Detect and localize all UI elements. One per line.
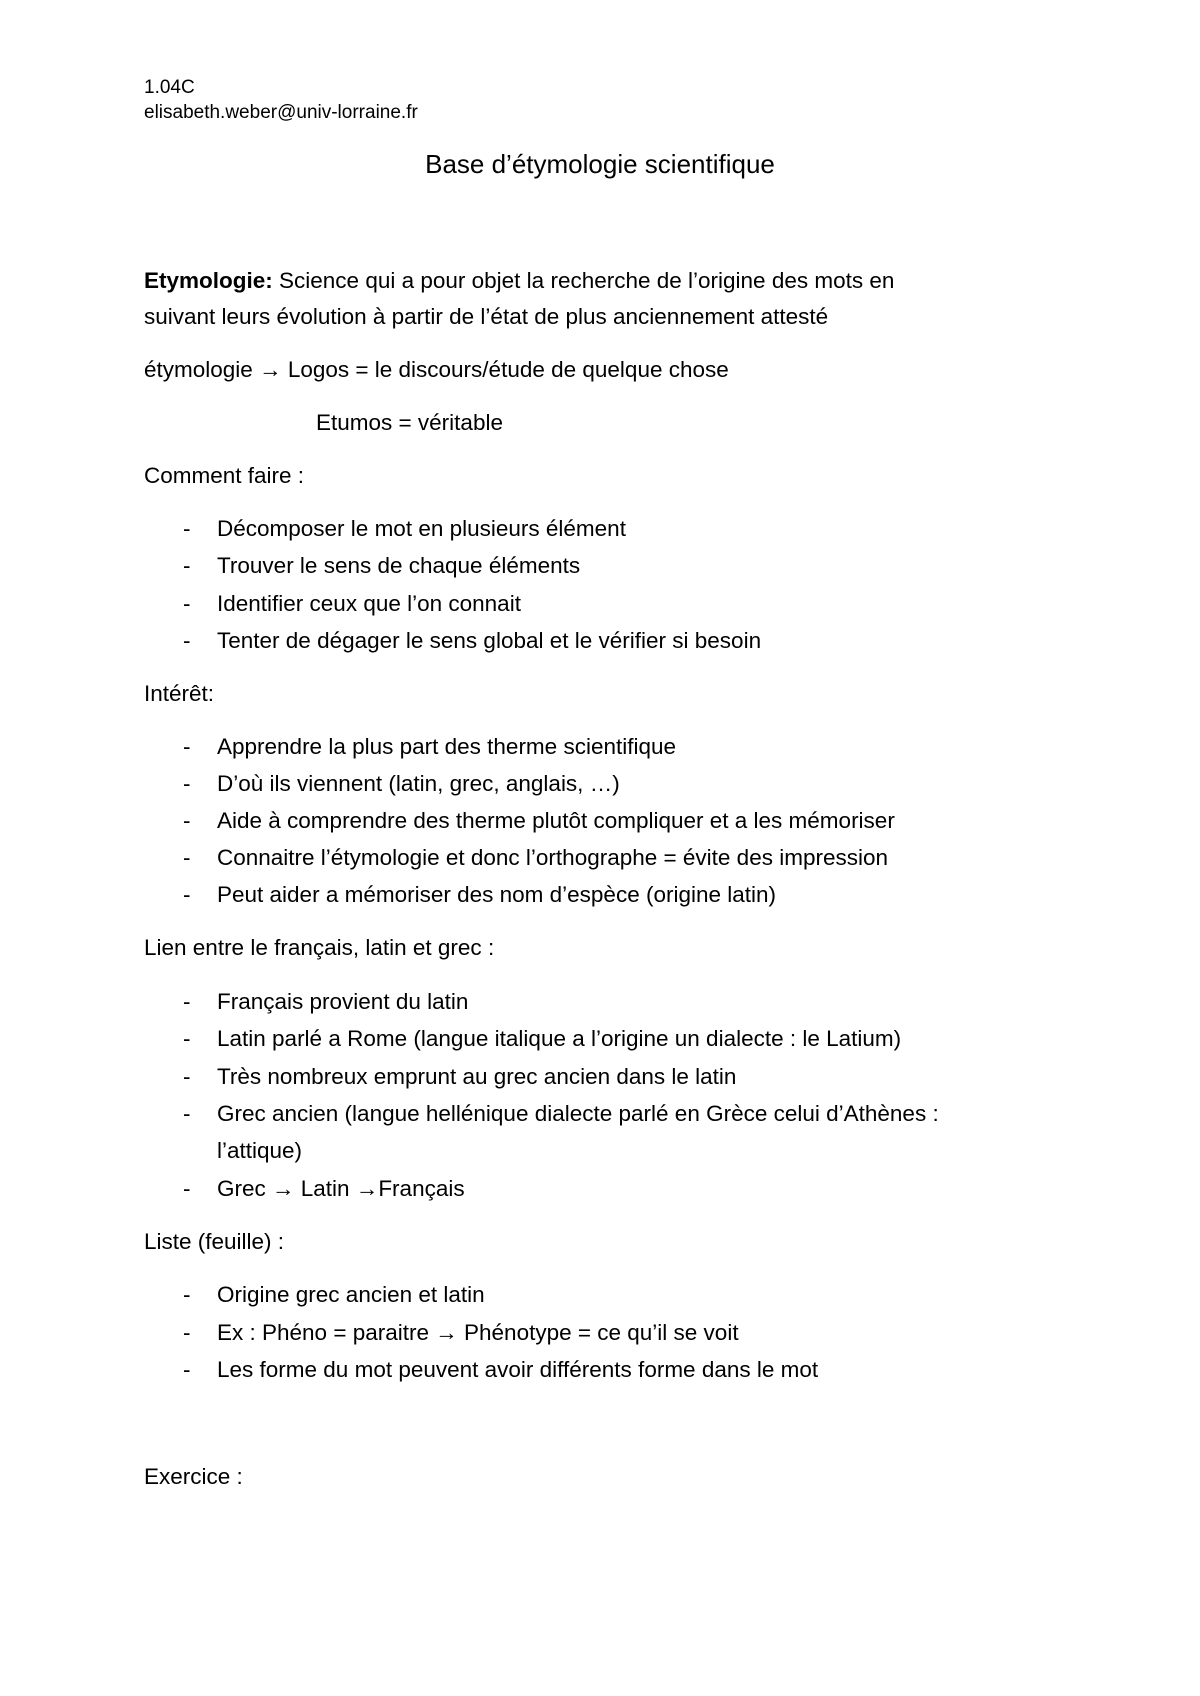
list-bullet: - (183, 1282, 191, 1307)
section-heading-comment-faire: Comment faire : (144, 463, 305, 488)
chain-francais: Français (378, 1176, 465, 1201)
list-bullet: - (183, 1357, 191, 1382)
list-bullet: - (183, 989, 191, 1014)
arrow-right-icon: → (355, 1176, 379, 1201)
list-bullet: - (183, 808, 191, 833)
list-bullet: - (183, 1101, 191, 1126)
definition-term: Etymologie: (144, 268, 273, 293)
section-heading-interet: Intérêt: (144, 681, 215, 706)
list-item: Apprendre la plus part des therme scientifique (217, 734, 677, 759)
arrow-right-icon: → (272, 1176, 295, 1201)
example-part-2: Phénotype = ce qu’il se voit (457, 1320, 739, 1345)
list-item: Tenter de dégager le sens global et le vérifier si besoin (217, 628, 762, 653)
chain-grec: Grec (217, 1176, 273, 1201)
list-item: Très nombreux emprunt au grec ancien dans le latin (217, 1064, 737, 1089)
list-item: Trouver le sens de chaque éléments (217, 553, 581, 578)
list-bullet: - (183, 628, 191, 653)
list-item: Connaitre l’étymologie et donc l’orthographe = évite des impression (217, 845, 889, 870)
list-item: Origine grec ancien et latin (217, 1282, 485, 1307)
list-bullet: - (183, 882, 191, 907)
list-bullet: - (183, 516, 191, 541)
section-heading-exercice: Exercice : (144, 1464, 243, 1489)
list-item: D’où ils viennent (latin, grec, anglais, …) (217, 771, 620, 796)
list-item: Les forme du mot peuvent avoir différents forme dans le mot (217, 1357, 819, 1382)
logos-definition: Logos = le discours/étude de quelque chose (281, 357, 729, 382)
list-item: Grec ancien (langue hellénique dialecte parlé en Grèce celui d’Athènes : (217, 1101, 939, 1126)
document-title: Base d’étymologie scientifique (425, 149, 775, 179)
list-item: Identifier ceux que l’on connait (217, 591, 521, 616)
chain-latin: Latin (294, 1176, 356, 1201)
list-item: Peut aider a mémoriser des nom d’espèce (origine latin) (217, 882, 777, 907)
section-heading-liste: Liste (feuille) : (144, 1229, 285, 1254)
list-bullet: - (183, 734, 191, 759)
list-bullet: - (183, 771, 191, 796)
list-bullet: - (183, 553, 191, 578)
definition-line-1 (144, 270, 894, 293)
definition-line-2: suivant leurs évolution à partir de l’état de plus anciennement attesté (144, 304, 829, 329)
list-bullet: - (183, 845, 191, 870)
list-bullet: - (183, 1026, 191, 1051)
list-item: Français provient du latin (217, 989, 469, 1014)
list-item-language-chain (217, 1178, 465, 1201)
list-item: Latin parlé a Rome (langue italique a l’origine un dialecte : le Latium) (217, 1026, 902, 1051)
arrow-right-icon: → (435, 1320, 458, 1345)
arrow-right-icon: → (259, 357, 282, 382)
list-item-example (217, 1322, 739, 1345)
list-bullet: - (183, 591, 191, 616)
etymology-line (144, 359, 729, 382)
etumos-definition: Etumos = véritable (316, 410, 503, 435)
example-part-1: Ex : Phéno = paraitre (217, 1320, 436, 1345)
list-bullet: - (183, 1320, 191, 1345)
definition-text-1: Science qui a pour objet la recherche de l’origine des mots en (272, 268, 895, 293)
author-email: elisabeth.weber@univ-lorraine.fr (144, 102, 418, 123)
list-item-continuation: l’attique) (217, 1138, 303, 1163)
etymology-word: étymologie (144, 357, 260, 382)
course-code: 1.04C (144, 77, 195, 98)
list-item: Décomposer le mot en plusieurs élément (217, 516, 626, 541)
list-item: Aide à comprendre des therme plutôt compliquer et a les mémoriser (217, 808, 895, 833)
list-bullet: - (183, 1064, 191, 1089)
section-heading-lien: Lien entre le français, latin et grec : (144, 935, 495, 960)
list-bullet: - (183, 1176, 191, 1201)
